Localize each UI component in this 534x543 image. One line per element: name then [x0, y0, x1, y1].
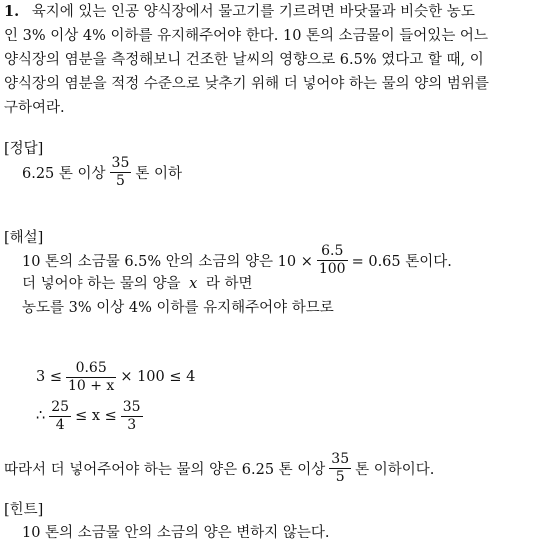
conclusion-num: 35 — [331, 450, 350, 467]
problem-line-2: 인 3% 이상 4% 이하를 유지해주어야 한다. 10 톤의 소금물이 들어있는 어느 — [4, 28, 488, 44]
answer-frac-den: 5 — [115, 172, 125, 189]
ineq2-den2: 3 — [127, 416, 137, 433]
answer-prefix: 6.25 톤 이상 — [22, 165, 106, 182]
solution-line-2 — [22, 274, 253, 294]
solution-line-1 — [22, 242, 452, 278]
ineq1-den: 10 + x — [67, 377, 115, 394]
solution-line2-post: 라 하면 — [205, 276, 253, 292]
ineq2-den1: 4 — [55, 416, 65, 433]
ineq1-pre: 3 ≤ — [36, 369, 62, 385]
hint-label: [힌트] — [4, 502, 44, 518]
ineq2-num2: 35 — [122, 398, 141, 415]
ineq1-num: 0.65 — [66, 361, 116, 378]
ineq2-fraction-1 — [49, 400, 71, 432]
solution-line2-var: x — [189, 276, 198, 292]
solution-line1-den: 100 — [318, 260, 346, 277]
problem-line-4: 양식장의 염분을 적정 수준으로 낮추기 위해 더 넣어야 하는 물의 양의 범위를 — [4, 76, 489, 92]
conclusion-post: 톤 이하이다. — [355, 461, 435, 478]
ineq2-fraction-2 — [121, 400, 143, 432]
answer-label: [정답] — [4, 141, 44, 157]
problem-line-5: 구하여라. — [4, 100, 65, 116]
conclusion-pre: 따라서 더 넣어주어야 하는 물의 양은 6.25 톤 이상 — [4, 461, 326, 478]
answer-line — [22, 154, 182, 190]
inequality-1 — [36, 358, 195, 396]
answer-fraction — [110, 156, 132, 188]
ineq1-post: × 100 ≤ 4 — [120, 369, 196, 385]
ineq1-fraction — [66, 361, 116, 393]
answer-suffix: 톤 이하 — [135, 165, 182, 182]
inequality-2 — [36, 397, 147, 435]
conclusion-line — [4, 450, 434, 486]
solution-line1-post: = 0.65 톤이다. — [351, 253, 452, 270]
problem-line-1 — [4, 2, 475, 22]
problem-text-1: 육지에 있는 인공 양식장에서 물고기를 기르려면 바닷물과 비슷한 농도 — [31, 4, 475, 20]
solution-line1-fraction — [317, 244, 348, 276]
problem-number: 1. — [4, 3, 20, 20]
solution-line-3: 농도를 3% 이상 4% 이하를 유지해주어야 하므로 — [22, 300, 334, 316]
ineq2-pre: ∴ — [36, 408, 46, 424]
ineq2-num1: 25 — [51, 398, 70, 415]
problem-line-3: 양식장의 염분을 측정해보니 건조한 날씨의 영향으로 6.5% 였다고 할 때, 이 — [4, 52, 484, 68]
solution-line1-num: 6.5 — [317, 244, 348, 261]
conclusion-den: 5 — [335, 468, 345, 485]
hint-text: 10 톤의 소금물 안의 소금의 양은 변하지 않는다. — [22, 525, 330, 541]
solution-label: [해설] — [4, 230, 44, 246]
ineq2-mid: ≤ x ≤ — [75, 408, 117, 424]
solution-line2-pre: 더 넣어야 하는 물의 양을 — [22, 276, 181, 292]
conclusion-fraction — [329, 452, 351, 484]
solution-line1-pre: 10 톤의 소금물 6.5% 안의 소금의 양은 10 × — [22, 253, 313, 270]
answer-frac-num: 35 — [111, 154, 130, 171]
